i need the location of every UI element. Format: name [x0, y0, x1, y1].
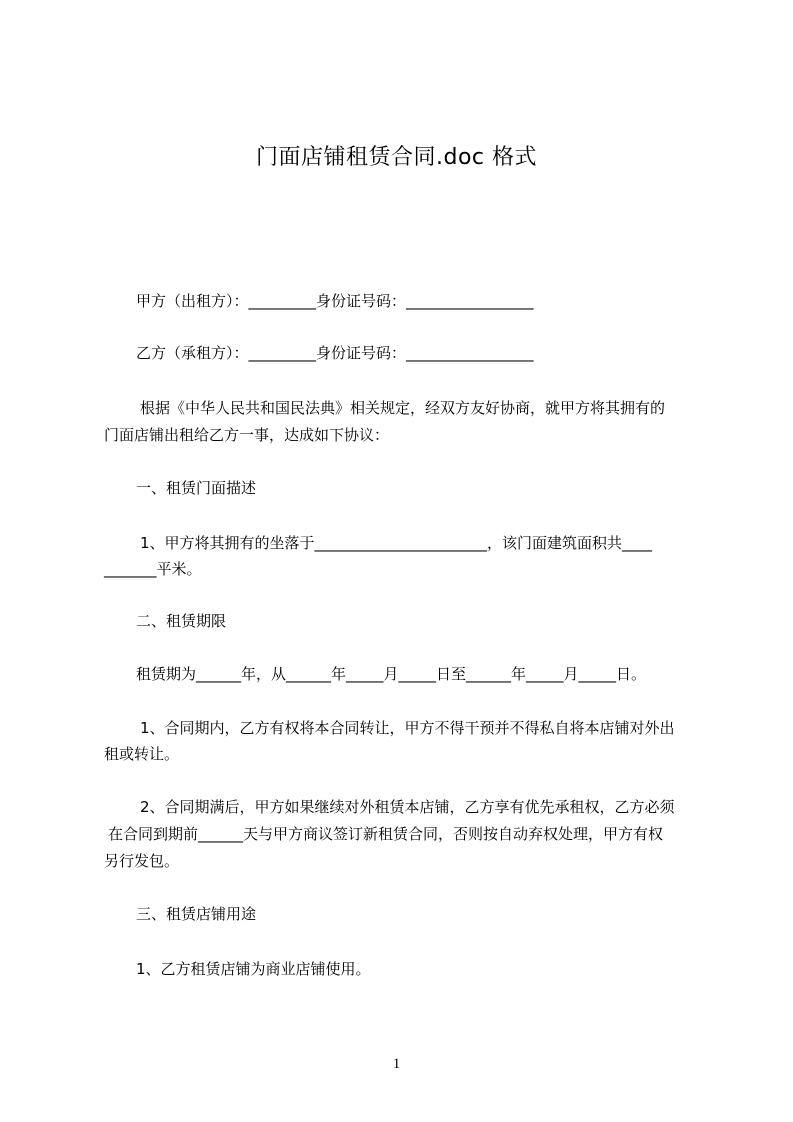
section-1-item-1-line-1: 1、甲方将其拥有的坐落于_______________________，该门面建筑面积共____: [140, 534, 653, 552]
page-number: 1: [392, 1056, 401, 1072]
section-2-item-2-line-2: 在合同到期前______天与甲方商议签订新租赁合同，否则按自动弃权处理，甲方有权: [108, 825, 664, 843]
section-2-item-2-line-1: 2、合同期满后，甲方如果继续对外租赁本店铺，乙方享有优先承租权，乙方必须: [140, 798, 675, 816]
party-b-line: 乙方（承租方）：_________身份证号码：_________________: [136, 344, 534, 362]
section-2-heading: 二、租赁期限: [136, 612, 227, 630]
section-2-item-1-line-2: 租或转让。: [104, 745, 180, 763]
section-1-item-1-line-2: _______平米。: [104, 560, 202, 578]
section-3-item-1: 1、乙方租赁店铺为商业店铺使用。: [136, 960, 371, 978]
section-3-heading: 三、租赁店铺用途: [136, 905, 257, 923]
section-2-term: 租赁期为______年，从______年_____月_____日至______年_____月_____日。: [136, 665, 647, 683]
party-a-line: 甲方（出租方）：_________身份证号码：_________________: [136, 292, 534, 310]
section-2-item-2-line-3: 另行发包。: [104, 852, 180, 870]
preamble-line-1: 根据《中华人民共和国民法典》相关规定，经双方友好协商，就甲方将其拥有的: [140, 399, 666, 417]
preamble-line-2: 门面店铺出租给乙方一事，达成如下协议：: [104, 426, 390, 444]
document-title: 门面店铺租赁合同.doc 格式: [255, 145, 537, 170]
section-2-item-1-line-1: 1、合同期内，乙方有权将本合同转让，甲方不得干预并不得私自将本店铺对外出: [140, 719, 675, 737]
section-1-heading: 一、租赁门面描述: [136, 479, 257, 497]
